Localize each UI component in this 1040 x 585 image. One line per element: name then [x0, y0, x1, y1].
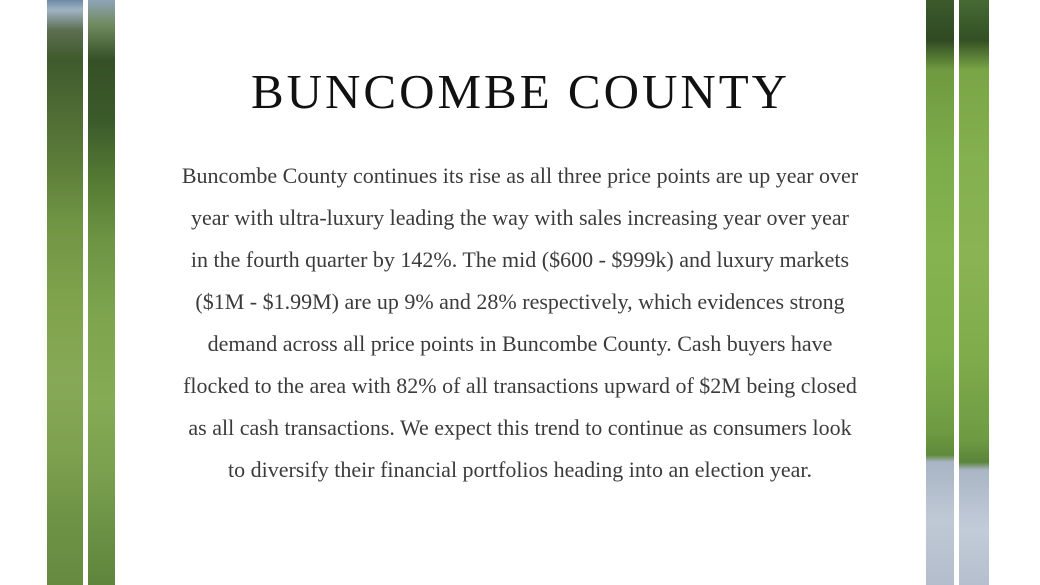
landscape-photo-strip: [926, 0, 954, 585]
landscape-photo-strip: [959, 0, 989, 585]
landscape-photo-strip: [47, 0, 83, 585]
content-panel: [115, 0, 926, 585]
body-paragraph: Buncombe County continues its rise as all three price points are up year over year with ultra-luxury leading the way with sales increasing year over year in the fourth quarter by 142%. The mid ($600 - $999k) and luxury markets ($1M - $1.99M) are up 9% and 28% respectively, which evidences strong demand across all price points in Buncombe County. Cash buyers have flocked to the area with 82% of all transactions upward of $2M being closed as all cash transactions. We expect this trend to continue as consumers look to diversify their financial portfolios heading into an election year.: [181, 163, 859, 482]
landscape-photo-strip: [88, 0, 115, 585]
page-title: BUNCOMBE COUNTY: [250, 64, 791, 119]
